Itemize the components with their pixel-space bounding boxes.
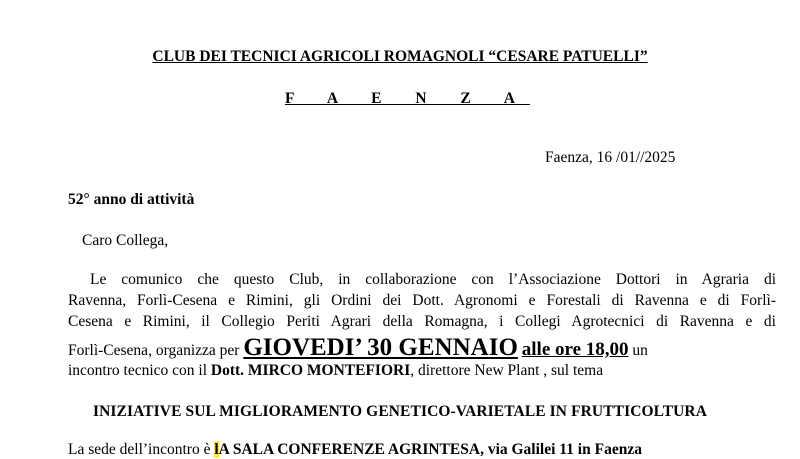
city-title: F A E N Z A bbox=[285, 90, 530, 107]
venue-address: , via Galilei 11 in Faenza bbox=[480, 441, 642, 458]
event-time: alle ore 18,00 bbox=[521, 339, 629, 360]
event-date: GIOVEDI’ 30 GENNAIO bbox=[243, 334, 518, 361]
venue-place: A SALA CONFERENZE AGRINTESA bbox=[218, 441, 481, 458]
venue-pre: La sede dell’incontro è bbox=[68, 441, 215, 458]
greeting: Caro Collega, bbox=[82, 232, 169, 249]
body-line-5 bbox=[68, 362, 603, 380]
club-title: CLUB DEI TECNICI AGRICOLI ROMAGNOLI “CESARE PATUELLI” bbox=[152, 48, 648, 65]
letter-date: Faenza, 16 /01//2025 bbox=[545, 149, 676, 166]
body-line-5-pre: incontro tecnico con il bbox=[68, 362, 211, 379]
body-line-1: Le comunico che questo Club, in collaborazione con l’Associazione Dottori in Agraria di bbox=[90, 271, 776, 288]
body-line-4-pre: Forlì-Cesena, organizza per bbox=[68, 342, 244, 359]
venue-line bbox=[68, 441, 642, 459]
body-line-2: Ravenna, Forlì-Cesena e Rimini, gli Ordini dei Dott. Agronomi e Forestali di Ravenna e di Forlì- bbox=[68, 292, 776, 309]
speaker-name: Dott. MIRCO MONTEFIORI bbox=[210, 362, 411, 379]
venue-highlight: l bbox=[214, 441, 219, 458]
anniversary-line: 52° anno di attività bbox=[68, 191, 195, 208]
body-line-4-post: un bbox=[628, 342, 648, 359]
body-line-5-post: , direttore New Plant , sul tema bbox=[410, 362, 604, 379]
body-line-3: Cesena e Rimini, il Collegio Periti Agrari della Romagna, i Collegi Agrotecnici di Ravenna e di bbox=[68, 313, 776, 330]
body-line-4 bbox=[68, 334, 648, 362]
topic-heading: INIZIATIVE SUL MIGLIORAMENTO GENETICO-VARIETALE IN FRUTTICOLTURA bbox=[92, 403, 708, 420]
